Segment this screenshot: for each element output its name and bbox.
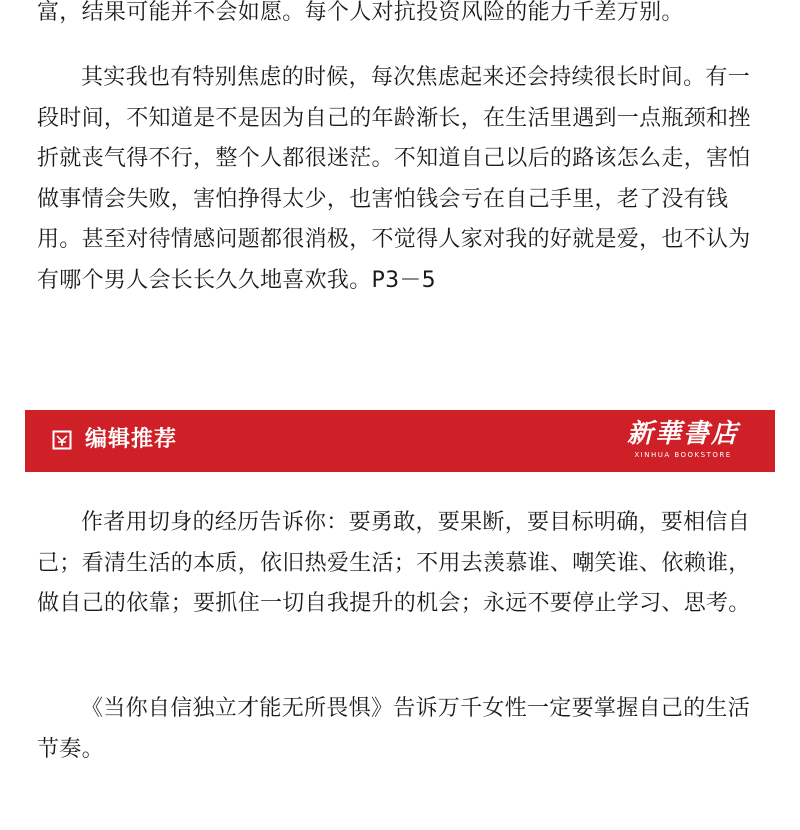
paragraph-book-summary: 《当你自信独立才能无所畏惧》告诉万千女性一定要掌握自己的生活节奏。 [37, 696, 751, 762]
paragraph-intro-fragment: 富，结果可能并不会如愿。每个人对抗投资风险的能力千差万别。 [37, 0, 684, 25]
section-banner-editor-recommendation [25, 410, 775, 472]
paragraph-excerpt: 其实我也有特别焦虑的时候，每次焦虑起来还会持续很长时间。有一段时间，不知道是不是因为自己的年龄渐长，在生活里遇到一点瓶颈和挫折就丧气得不行，整个人都很迷茫。不知道自己以后的路该怎么走，害怕做事情会失败，害怕挣得太少，也害怕钱会亏在自己手里，老了没有钱用。甚至对待情感问题都很消极，不觉得人家对我的好就是爱，也不认为有哪个男人会长长久久地喜欢我。P3－5 [37, 65, 751, 293]
paragraph-recommendation: 作者用切身的经历告诉你：要勇敢，要果断，要目标明确，要相信自己；看清生活的本质，依旧热爱生活；不用去羡慕谁、嘲笑谁、依赖谁，做自己的依靠；要抓住一切自我提升的机会；永远不要停止学习、思考。 [37, 510, 751, 616]
xinhua-bookstore-logo [613, 418, 753, 466]
logo-main-text: 新華書店 [626, 419, 739, 449]
logo-sub-text: XINHUA BOOKSTORE [634, 451, 732, 459]
section-title: 编辑推荐 [85, 427, 178, 452]
recommend-box-icon [52, 430, 72, 450]
